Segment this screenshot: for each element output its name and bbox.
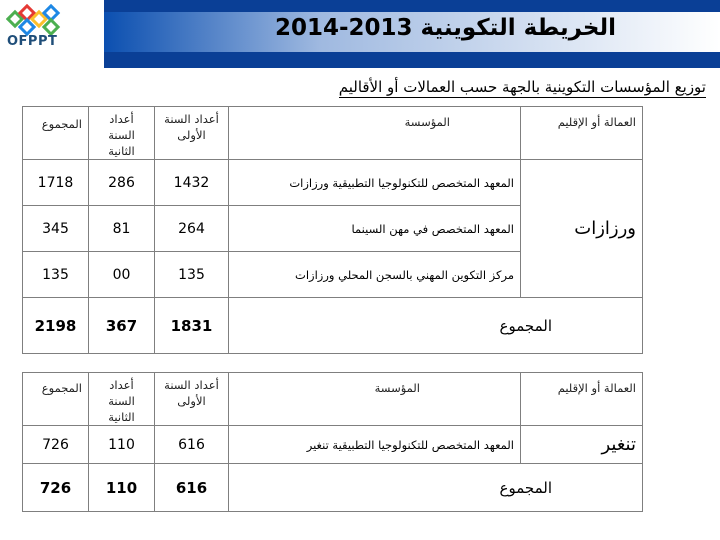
cell-institution: المعهد المتخصص في مهن السينما (229, 206, 521, 252)
sum-first-year: 616 (155, 464, 229, 512)
sum-first-year: 1831 (155, 298, 229, 354)
page-subtitle: توزيع المؤسسات التكوينية بالجهة حسب العمالات أو الأقاليم (338, 78, 706, 96)
cell-institution: مركز التكوين المهني بالسجن المحلي ورزازات (229, 252, 521, 298)
header-region: العمالة أو الإقليم (521, 107, 643, 160)
table-sum-row (23, 464, 643, 512)
cell-total: 726 (23, 426, 89, 464)
cell-first-year: 1432 (155, 160, 229, 206)
ofppt-logo (6, 4, 70, 60)
cell-second-year: 81 (89, 206, 155, 252)
header-second-year: أعداد السنة الثانية (89, 107, 155, 160)
header-second-year: أعداد السنة الثانية (89, 373, 155, 426)
cell-total: 135 (23, 252, 89, 298)
header-institution: المؤسسة (229, 373, 521, 426)
logo-rings-icon (6, 4, 70, 38)
cell-first-year: 264 (155, 206, 229, 252)
header-total: المجموع (23, 107, 89, 160)
cell-total: 345 (23, 206, 89, 252)
sum-total: 2198 (23, 298, 89, 354)
header-first-year: أعداد السنة الأولى (155, 373, 229, 426)
table-ouarzazate (22, 106, 643, 354)
logo-text: OFPPT (7, 34, 58, 49)
cell-second-year: 110 (89, 426, 155, 464)
header-first-year: أعداد السنة الأولى (155, 107, 229, 160)
table-header-row (23, 373, 643, 426)
cell-first-year: 616 (155, 426, 229, 464)
sum-second-year: 367 (89, 298, 155, 354)
header-region: العمالة أو الإقليم (521, 373, 643, 426)
table-row (23, 160, 643, 206)
sum-label: المجموع (229, 464, 643, 512)
cell-first-year: 135 (155, 252, 229, 298)
cell-region: تنغير (521, 426, 643, 464)
cell-institution: المعهد المتخصص للتكنولوجيا التطبيقية تنغير (229, 426, 521, 464)
sum-second-year: 110 (89, 464, 155, 512)
cell-total: 1718 (23, 160, 89, 206)
page-title: الخريطة التكوينية 2013-2014 (274, 15, 616, 41)
table-tinghir (22, 372, 643, 512)
cell-second-year: 286 (89, 160, 155, 206)
table-row (23, 426, 643, 464)
table-header-row (23, 107, 643, 160)
table-sum-row (23, 298, 643, 354)
cell-region: ورزازات (521, 160, 643, 298)
sum-label: المجموع (229, 298, 643, 354)
cell-second-year: 00 (89, 252, 155, 298)
cell-institution: المعهد المتخصص للتكنولوجيا التطبيقية ورزازات (229, 160, 521, 206)
sum-total: 726 (23, 464, 89, 512)
header-institution: المؤسسة (229, 107, 521, 160)
header-total: المجموع (23, 373, 89, 426)
